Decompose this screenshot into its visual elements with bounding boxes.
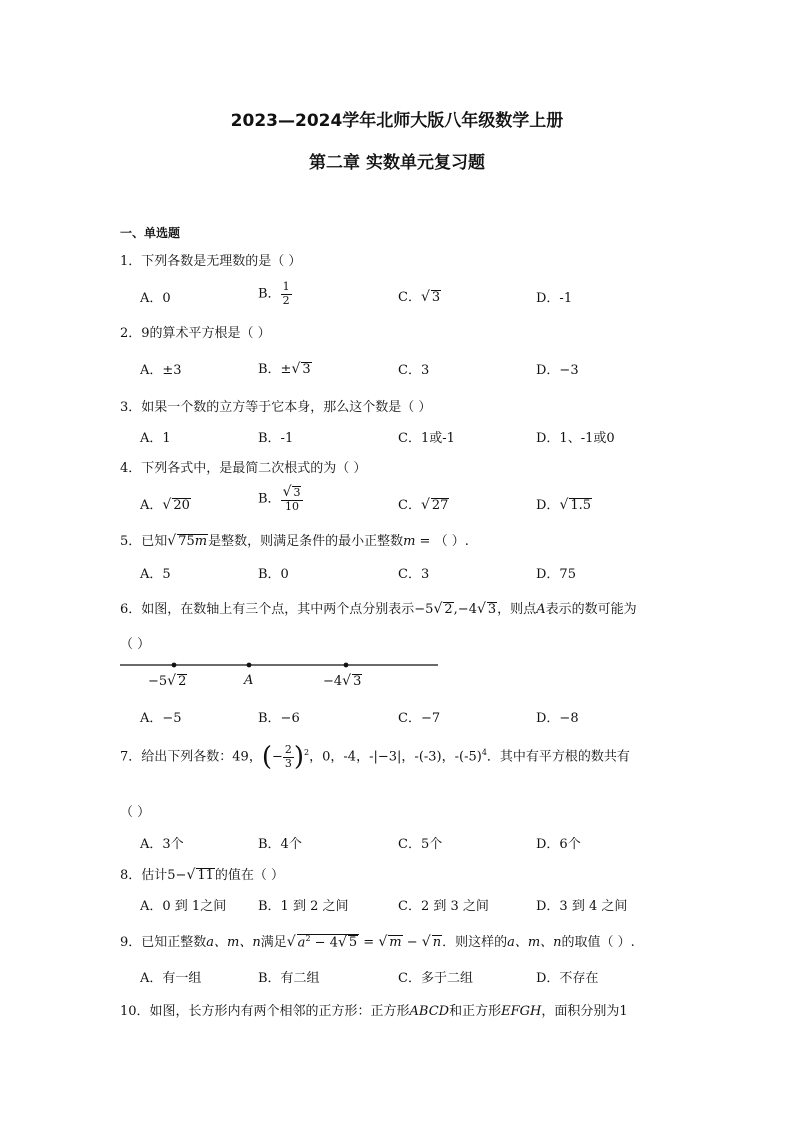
q3-option-d: D．1、-1或0 xyxy=(536,431,615,446)
q3-option-b: B．-1 xyxy=(258,431,294,446)
q4-option-c: C．√ 27 xyxy=(398,497,449,513)
q8-option-b: B．1 到 2 之间 xyxy=(258,899,349,914)
q9-option-a: A．有一组 xyxy=(140,971,202,986)
question-4-stem: 4．下列各式中，是最简二次根式的为（ ） xyxy=(120,461,367,476)
q9-option-b: B．有二组 xyxy=(258,971,320,986)
q9-option-d: D．不存在 xyxy=(536,971,599,986)
point-a xyxy=(247,663,252,668)
q2-option-c: C．3 xyxy=(398,363,430,378)
question-7-paren: （ ） xyxy=(120,805,151,820)
q9-option-c: C．多于二组 xyxy=(398,971,473,986)
page-title: 2023—2024学年北师大版八年级数学上册 xyxy=(230,111,564,131)
q1-option-c: C．√ 3 xyxy=(398,289,441,305)
question-3-stem: 3．如果一个数的立方等于它本身，那么这个数是（ ） xyxy=(120,400,432,415)
q5-option-d: D．75 xyxy=(536,567,576,582)
number-line-label-left: −5√ 2 xyxy=(148,673,187,689)
question-6-stem: 6．如图，在数轴上有三个点，其中两个点分别表示−5√ 2,−4√ 3，则点A表示的数可能为 xyxy=(120,601,637,617)
q2-option-a: A．±3 xyxy=(140,363,182,378)
q1-option-a: A．0 xyxy=(140,291,171,306)
question-1-stem: 1．下列各数是无理数的是（ ） xyxy=(120,254,302,269)
q7-option-b: B．4个 xyxy=(258,837,302,852)
number-line-label-right: −4√ 3 xyxy=(323,673,362,689)
q3-option-a: A．1 xyxy=(140,431,171,446)
q7-option-c: C．5个 xyxy=(398,837,443,852)
q4-option-d: D．√ 1.5 xyxy=(536,497,592,513)
question-7-stem: 7．给出下列各数：49，(− $\frac{2}{3}$ )$^2$，0，-4，-|−3|，-(-3)，$-(-5)^4$．其中有平方根的数共有 xyxy=(120,742,630,772)
number-line xyxy=(118,655,442,675)
section-label: 一、单选题 xyxy=(120,226,181,240)
q7-option-d: D．6个 xyxy=(536,837,581,852)
q5-option-b: B．0 xyxy=(258,567,289,582)
q6-option-d: D．−8 xyxy=(536,711,579,726)
q1-option-b: B． $\frac{1}{2}$ xyxy=(258,280,290,307)
q8-option-c: C．2 到 3 之间 xyxy=(398,899,489,914)
question-2-stem: 2．9的算术平方根是（ ） xyxy=(120,326,271,341)
number-line-label-a: A xyxy=(244,673,254,688)
q7-option-a: A．3个 xyxy=(140,837,184,852)
q3-option-c: C．1或-1 xyxy=(398,431,455,446)
q4-option-b: B． $\frac{√ 3}{10}$ xyxy=(258,484,303,514)
question-6-paren: （ ） xyxy=(120,637,151,652)
q6-option-c: C．−7 xyxy=(398,711,441,726)
point-neg5sqrt2 xyxy=(172,663,177,668)
q2-option-d: D．−3 xyxy=(536,363,579,378)
q8-option-d: D．3 到 4 之间 xyxy=(536,899,628,914)
question-8-stem: 8．估计5−√ 11的值在（ ） xyxy=(120,867,285,883)
question-9-stem: 9．已知正整数a、m、n满足√ $a^2 - 4√$ 5 = √ m − √ n．则这样的a、m、n的取值（ ）. xyxy=(120,933,635,950)
q4-option-a: A．√ 20 xyxy=(140,497,190,513)
q2-option-b: B．±√ 3 xyxy=(258,361,311,377)
question-10-stem: 10．如图，长方形内有两个相邻的正方形：正方形ABCD和正方形EFGH，面积分别为1 xyxy=(120,1004,628,1019)
question-5-stem: 5．已知√ 75m是整数，则满足条件的最小正整数m = （ ）. xyxy=(120,533,469,549)
q5-option-a: A．5 xyxy=(140,567,171,582)
q1-option-d: D．-1 xyxy=(536,291,573,306)
q6-option-a: A．−5 xyxy=(140,711,182,726)
q8-option-a: A．0 到 1之间 xyxy=(140,899,227,914)
point-neg4sqrt3 xyxy=(344,663,349,668)
page-subtitle: 第二章 实数单元复习题 xyxy=(309,153,485,173)
q6-option-b: B．−6 xyxy=(258,711,300,726)
q5-option-c: C．3 xyxy=(398,567,430,582)
